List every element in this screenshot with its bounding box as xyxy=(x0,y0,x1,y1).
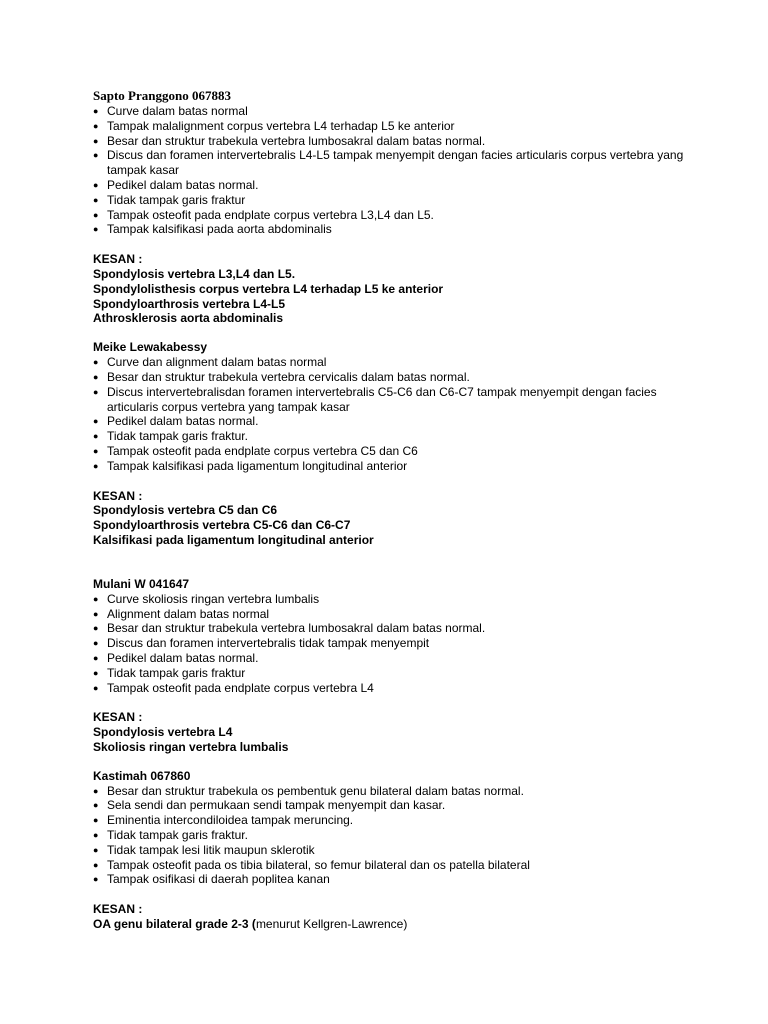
section-spacer xyxy=(93,326,693,340)
patient-name: Mulani W 041647 xyxy=(93,576,190,591)
bullet-icon: ● xyxy=(93,593,99,604)
findings-list xyxy=(93,592,693,696)
list-item: ● Discus dan foramen intervertebralis L4-L5 tampak menyempit dengan facies articularis corpus vertebra yang tampak kasar xyxy=(93,148,684,178)
list-item: ● Tampak kalsifikasi pada ligamentum longitudinal anterior xyxy=(93,458,408,473)
list-item: ● Tampak osifikasi di daerah poplitea kanan xyxy=(93,872,330,887)
kesan-item: Spondylosis vertebra L4 xyxy=(93,725,233,740)
bullet-icon: ● xyxy=(93,179,99,190)
bullet-icon: ● xyxy=(93,682,99,693)
bullet-icon: ● xyxy=(93,859,99,870)
patient-name: Meike Lewakabessy xyxy=(93,340,208,355)
kesan-heading: KESAN : xyxy=(93,252,143,267)
list-item: ● Tidak tampak garis fraktur xyxy=(93,665,246,680)
list-item: ● Discus dan foramen intervertebralis tidak tampak menyempit xyxy=(93,636,430,651)
bullet-icon: ● xyxy=(93,800,99,811)
kesan-item xyxy=(93,917,693,932)
kesan-item-normal: menurut Kellgren-Lawrence) xyxy=(255,917,408,932)
list-item: ● Besar dan struktur trabekula vertebra lumbosakral dalam batas normal. xyxy=(93,133,486,148)
kesan-item: Spondyloarthrosis vertebra C5-C6 dan C6-C7 xyxy=(93,518,351,533)
bullet-icon: ● xyxy=(93,815,99,826)
report-section-1 xyxy=(93,88,693,326)
kesan-item: Spondyloarthrosis vertebra L4-L5 xyxy=(93,296,286,311)
list-item: ● Eminentia intercondiloidea tampak meruncing. xyxy=(93,813,354,828)
bullet-icon: ● xyxy=(93,194,99,205)
patient-name: Sapto Pranggono 067883 xyxy=(93,88,231,103)
bullet-icon: ● xyxy=(93,371,99,382)
bullet-icon: ● xyxy=(93,652,99,663)
findings-list xyxy=(93,104,693,237)
kesan-item: Skoliosis ringan vertebra lumbalis xyxy=(93,739,289,754)
list-item: ● Tidak tampak garis fraktur xyxy=(93,192,246,207)
list-item: ● Tampak osteofit pada endplate corpus vertebra C5 dan C6 xyxy=(93,443,418,458)
bullet-icon: ● xyxy=(93,120,99,131)
report-section-2 xyxy=(93,340,693,548)
list-item: ● Tidak tampak garis fraktur. xyxy=(93,828,248,843)
list-item: ● Pedikel dalam batas normal. xyxy=(93,414,259,429)
list-item: ● Tampak osteofit pada os tibia bilateral, so femur bilateral dan os patella bilateral xyxy=(93,857,530,872)
list-item: ● Sela sendi dan permukaan sendi tampak menyempit dan kasar. xyxy=(93,798,446,813)
bullet-icon: ● xyxy=(93,416,99,427)
kesan-item: Kalsifikasi pada ligamentum longitudinal anterior xyxy=(93,532,374,547)
kesan-item: Spondylolisthesis corpus vertebra L4 terhadap L5 ke anterior xyxy=(93,281,444,296)
list-item: ● Tampak kalsifikasi pada aorta abdominalis xyxy=(93,222,332,237)
list-item: ● Tampak osteofit pada endplate corpus vertebra L4 xyxy=(93,680,374,695)
list-item: ● Pedikel dalam batas normal. xyxy=(93,650,259,665)
list-item: ● Alignment dalam batas normal xyxy=(93,606,270,621)
bullet-icon: ● xyxy=(93,106,99,116)
list-item: ● Curve dalam batas normal xyxy=(93,104,248,118)
kesan-heading: KESAN : xyxy=(93,488,143,503)
bullet-icon: ● xyxy=(93,874,99,885)
list-item: ● Besar dan struktur trabekula vertebra lumbosakral dalam batas normal. xyxy=(93,621,486,636)
bullet-icon: ● xyxy=(93,623,99,634)
bullet-icon: ● xyxy=(93,135,99,146)
list-item: ● Curve dan alignment dalam batas normal xyxy=(93,355,327,370)
document-page xyxy=(93,88,693,932)
bullet-icon: ● xyxy=(93,638,99,649)
bullet-icon: ● xyxy=(93,357,99,368)
report-section-4 xyxy=(93,769,693,932)
list-item: ● Besar dan struktur trabekula os pembentuk genu bilateral dalam batas normal. xyxy=(93,783,524,798)
kesan-item: Spondylosis vertebra C5 dan C6 xyxy=(93,503,278,518)
bullet-icon: ● xyxy=(93,460,99,471)
bullet-icon: ● xyxy=(93,785,99,796)
bullet-icon: ● xyxy=(93,608,99,619)
kesan-item: Spondylosis vertebra L3,L4 dan L5. xyxy=(93,266,296,281)
bullet-icon: ● xyxy=(93,209,99,220)
bullet-icon: ● xyxy=(93,844,99,855)
bullet-icon: ● xyxy=(93,431,99,442)
kesan-item: Athrosklerosis aorta abdominalis xyxy=(93,311,284,326)
patient-name: Kastimah 067860 xyxy=(93,768,191,783)
section-spacer xyxy=(93,548,693,577)
list-item: ● Pedikel dalam batas normal. xyxy=(93,177,259,192)
list-item: ● Tidak tampak lesi litik maupun sklerotik xyxy=(93,842,315,857)
kesan-heading: KESAN : xyxy=(93,902,143,917)
kesan-item-bold: OA genu bilateral grade 2-3 ( xyxy=(93,917,256,932)
bullet-icon: ● xyxy=(93,667,99,678)
bullet-icon: ● xyxy=(93,386,99,397)
list-item: ● Tidak tampak garis fraktur. xyxy=(93,429,248,444)
findings-list xyxy=(93,355,693,473)
bullet-icon: ● xyxy=(93,445,99,456)
bullet-icon: ● xyxy=(93,830,99,841)
list-item: ● Besar dan struktur trabekula vertebra cervicalis dalam batas normal. xyxy=(93,369,470,384)
section-spacer xyxy=(93,755,693,769)
list-item: ● Tampak malalignment corpus vertebra L4 terhadap L5 ke anterior xyxy=(93,118,455,133)
findings-list xyxy=(93,784,693,888)
list-item: ● Discus intervertebralisdan foramen intervertebralis C5-C6 dan C6-C7 tampak menyempit dengan facies articularis corpus vertebra yang tampak kasar xyxy=(93,384,657,414)
bullet-icon: ● xyxy=(93,224,99,235)
bullet-icon: ● xyxy=(93,150,99,161)
list-item: ● Tampak osteofit pada endplate corpus vertebra L3,L4 dan L5. xyxy=(93,207,434,222)
list-item: ● Curve skoliosis ringan vertebra lumbalis xyxy=(93,591,320,606)
kesan-heading: KESAN : xyxy=(93,710,143,725)
report-section-3 xyxy=(93,577,693,755)
